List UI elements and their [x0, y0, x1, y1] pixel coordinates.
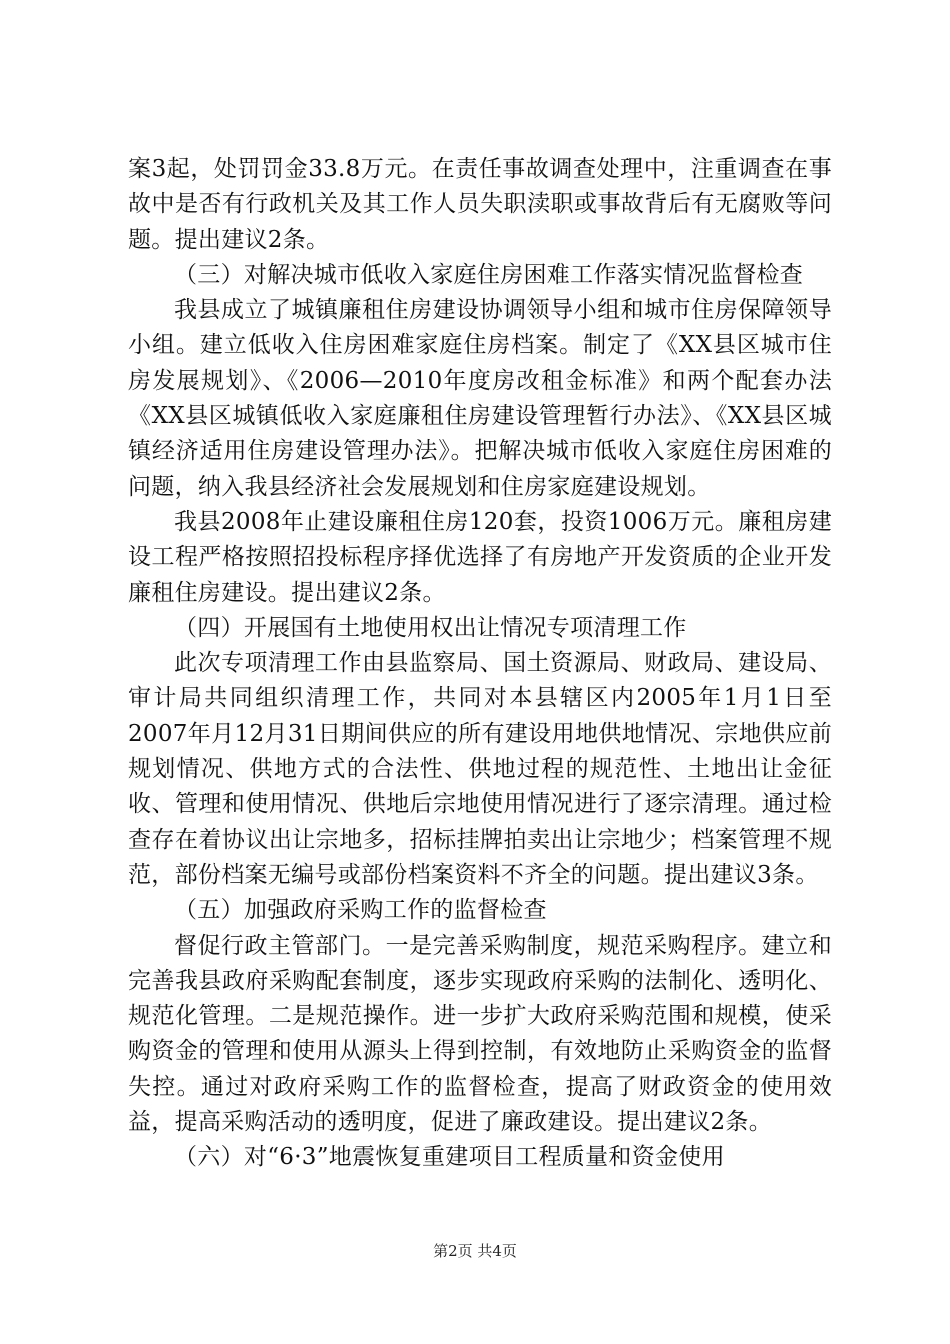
section-heading-5: （五）加强政府采购工作的监督检查 — [174, 897, 547, 924]
section-heading-4: （四）开展国有土地使用权出让情况专项清理工作 — [174, 614, 687, 641]
paragraph: 我县2008年止建设廉租住房120套，投资1006万元。廉租房建设工程严格按照招投标程序择优选择了有房地产开发资质的企业开发廉租住房建设。提出建议2条。 — [128, 508, 832, 606]
paragraph: 督促行政主管部门。一是完善采购制度，规范采购程序。建立和完善我县政府采购配套制度，逐步实现政府采购的法制化、透明化、规范化管理。二是规范操作。进一步扩大政府采购范围和规模，使采购资金的管理和使用从源头上得到控制，有效地防止采购资金的监督失控。通过对政府采购工作的监督检查，提高了财政资金的使用效益，提高采购活动的透明度，促进了廉政建设。提出建议2条。 — [128, 932, 832, 1136]
paragraph: 此次专项清理工作由县监察局、国土资源局、财政局、建设局、审计局共同组织清理工作，共同对本县辖区内2005年1月1日至2007年月12月31日期间供应的所有建设用地供地情况、宗地供应前规划情况、供地方式的合法性、供地过程的规范性、土地出让金征收、管理和使用情况、供地后宗地使用情况进行了逐宗清理。通过检查存在着协议出让宗地多，招标挂牌拍卖出让宗地少；档案管理不规范，部份档案无编号或部份档案资料不齐全的问题。提出建议3条。 — [128, 650, 832, 888]
section-heading-6: （六）对“6·3”地震恢复重建项目工程质量和资金使用 — [174, 1144, 725, 1171]
paragraph-continuation: 案3起，处罚罚金33.8万元。在责任事故调查处理中，注重调查在事故中是否有行政机关及其工作人员失职渎职或事故背后有无腐败等问题。提出建议2条。 — [128, 156, 832, 253]
paragraph: 我县成立了城镇廉租住房建设协调领导小组和城市住房保障领导小组。建立低收入住房困难家庭住房档案。制定了《XX县区城市住房发展规划》、《2006—2010年度房改租金标准》和两个配套办法《XX县区城镇低收入家庭廉租住房建设管理暂行办法》、《XX县区城镇经济适用住房建设管理办法》。把解决城市低收入家庭住房困难的问题，纳入我县经济社会发展规划和住房家庭建设规划。 — [128, 297, 832, 500]
section-heading-3: （三）对解决城市低收入家庭住房困难工作落实情况监督检查 — [174, 261, 804, 288]
document-body — [128, 152, 832, 1176]
page-footer: 第2页 共4页 — [433, 1242, 517, 1260]
